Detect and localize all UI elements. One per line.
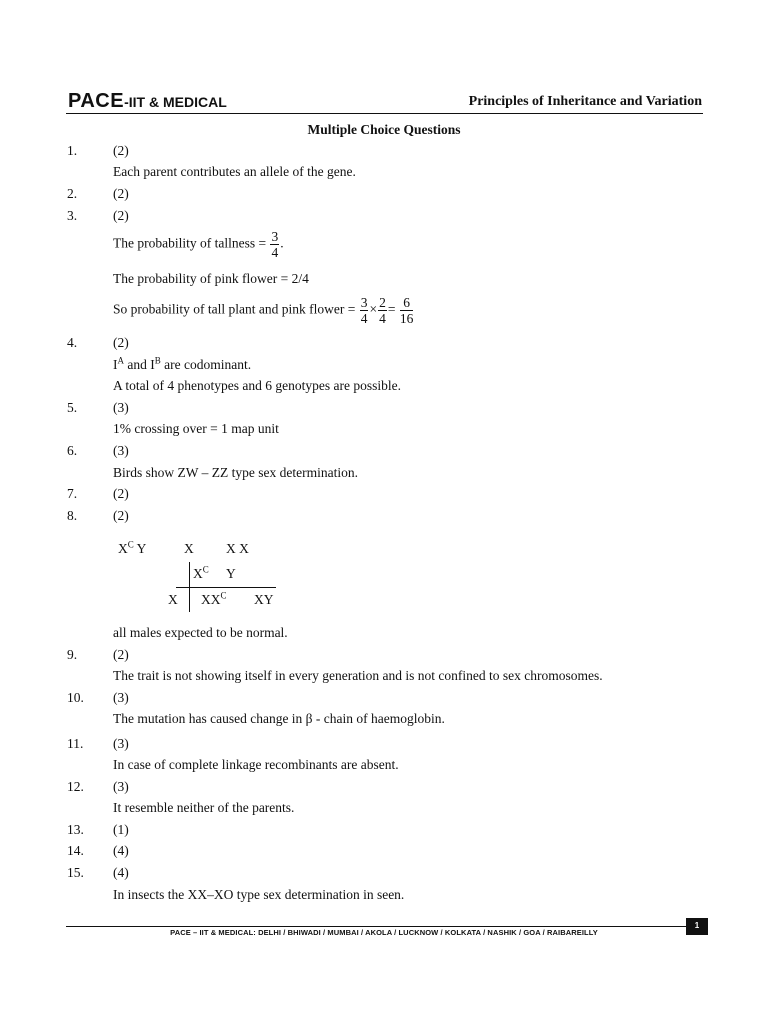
answer-option: (2) [113,143,129,158]
answer-option: (2) [113,486,129,501]
explanation: Birds show ZW – ZZ type sex determination. [113,465,358,480]
fraction-denominator: 4 [360,311,368,326]
explanation: In insects the XX–XO type sex determination in seen. [113,887,405,902]
header-divider [66,113,703,114]
answer-option: (2) [113,186,129,201]
y-chromosome: Y [133,541,147,556]
explanation: 1% crossing over = 1 map unit [113,421,279,436]
x-chromosome: X [118,541,128,556]
section-title: Multiple Choice Questions [307,122,461,137]
question-number: 1. [67,143,78,158]
question-number: 14. [67,843,84,858]
combined-label: So probability of tall plant and pink flower = [113,301,356,317]
explanation: It resemble neither of the parents. [113,800,295,815]
explanation: The trait is not showing itself in every generation and is not confined to sex chromosomes. [113,668,603,683]
allele-i: I [113,357,118,372]
footer-divider [66,926,686,927]
cross-symbol: X [184,541,194,556]
tallness-label: The probability of tallness = [113,235,267,251]
allele-b-superscript: B [154,355,161,366]
question-number: 3. [67,208,78,223]
x-gamete: X [193,566,203,581]
and-allele-i: and I [124,357,155,372]
answer-option: (3) [113,443,129,458]
explanation: The mutation has caused change in β - chain of haemoglobin. [113,711,445,726]
question-number: 12. [67,779,84,794]
times-sign: × [369,301,378,317]
answer-option: (2) [113,335,129,350]
question-number: 11. [67,736,84,751]
chapter-title: Principles of Inheritance and Variation [468,94,702,109]
fraction-2 [378,295,387,326]
explanation: Each parent contributes an allele of the gene. [113,164,356,179]
question-number: 10. [67,690,84,705]
fraction-1 [360,295,369,326]
answer-option: (4) [113,865,129,880]
question-number: 13. [67,822,84,837]
genotype-xx: XX [201,592,221,607]
answer-option: (3) [113,690,129,705]
explanation: In case of complete linkage recombinants are absent. [113,757,399,772]
question-number: 9. [67,647,78,662]
question-number: 5. [67,400,78,415]
question-number: 15. [67,865,84,880]
answer-option: (3) [113,736,129,751]
footer-centres: PACE – IIT & MEDICAL: DELHI / BHIWADI / MUMBAI / AKOLA / LUCKNOW / KOLKATA / NASHIK / GOA / RAIBAREILLY [170,928,598,937]
tallness-probability [113,229,284,260]
fraction-numerator: 2 [379,295,386,310]
answer-option: (3) [113,779,129,794]
page-number: 1 [686,918,708,935]
answer-option: (2) [113,208,129,223]
question-number: 8. [67,508,78,523]
pink-flower-probability: The probability of pink flower = 2/4 [113,271,309,286]
answer-option: (2) [113,508,129,523]
question-number: 2. [67,186,78,201]
explanation: A total of 4 phenotypes and 6 genotypes are possible. [113,378,401,393]
codominant-text: are codominant. [160,357,252,372]
fraction-3 [400,295,414,326]
answer-option: (2) [113,647,129,662]
question-number: 4. [67,335,78,350]
tallness-fraction [270,229,279,260]
question-number: 7. [67,486,78,501]
punnett-col-1-header [193,566,209,582]
cross-parent-female: X X [226,541,249,556]
codominance-line [113,357,251,373]
period: . [280,235,284,251]
question-number: 6. [67,443,78,458]
fraction-numerator: 3 [271,229,279,244]
fraction-numerator: 3 [360,295,368,310]
punnett-horizontal-line [176,587,276,588]
fraction-numerator: 6 [400,295,414,311]
carrier-superscript: C [127,539,134,550]
fraction-denominator: 4 [271,245,279,260]
punnett-cell-1 [201,592,227,608]
fraction-denominator: 4 [379,311,386,326]
punnett-row-header: X [168,592,178,607]
carrier-superscript: C [202,564,209,575]
combined-probability [113,295,414,326]
answer-option: (4) [113,843,129,858]
punnett-cell-2: XY [254,592,274,607]
equals-sign: = [387,301,396,317]
explanation: all males expected to be normal. [113,625,288,640]
carrier-superscript: C [220,590,227,601]
fraction-denominator: 16 [399,311,414,326]
answer-option: (3) [113,400,129,415]
logo-sub-text: -IIT & MEDICAL [124,94,227,110]
pace-logo [68,90,227,113]
allele-a-superscript: A [117,355,124,366]
logo-main-text: PACE [68,90,125,112]
cross-parent-male [118,541,146,557]
punnett-col-2-header: Y [226,566,236,581]
answer-option: (1) [113,822,129,837]
